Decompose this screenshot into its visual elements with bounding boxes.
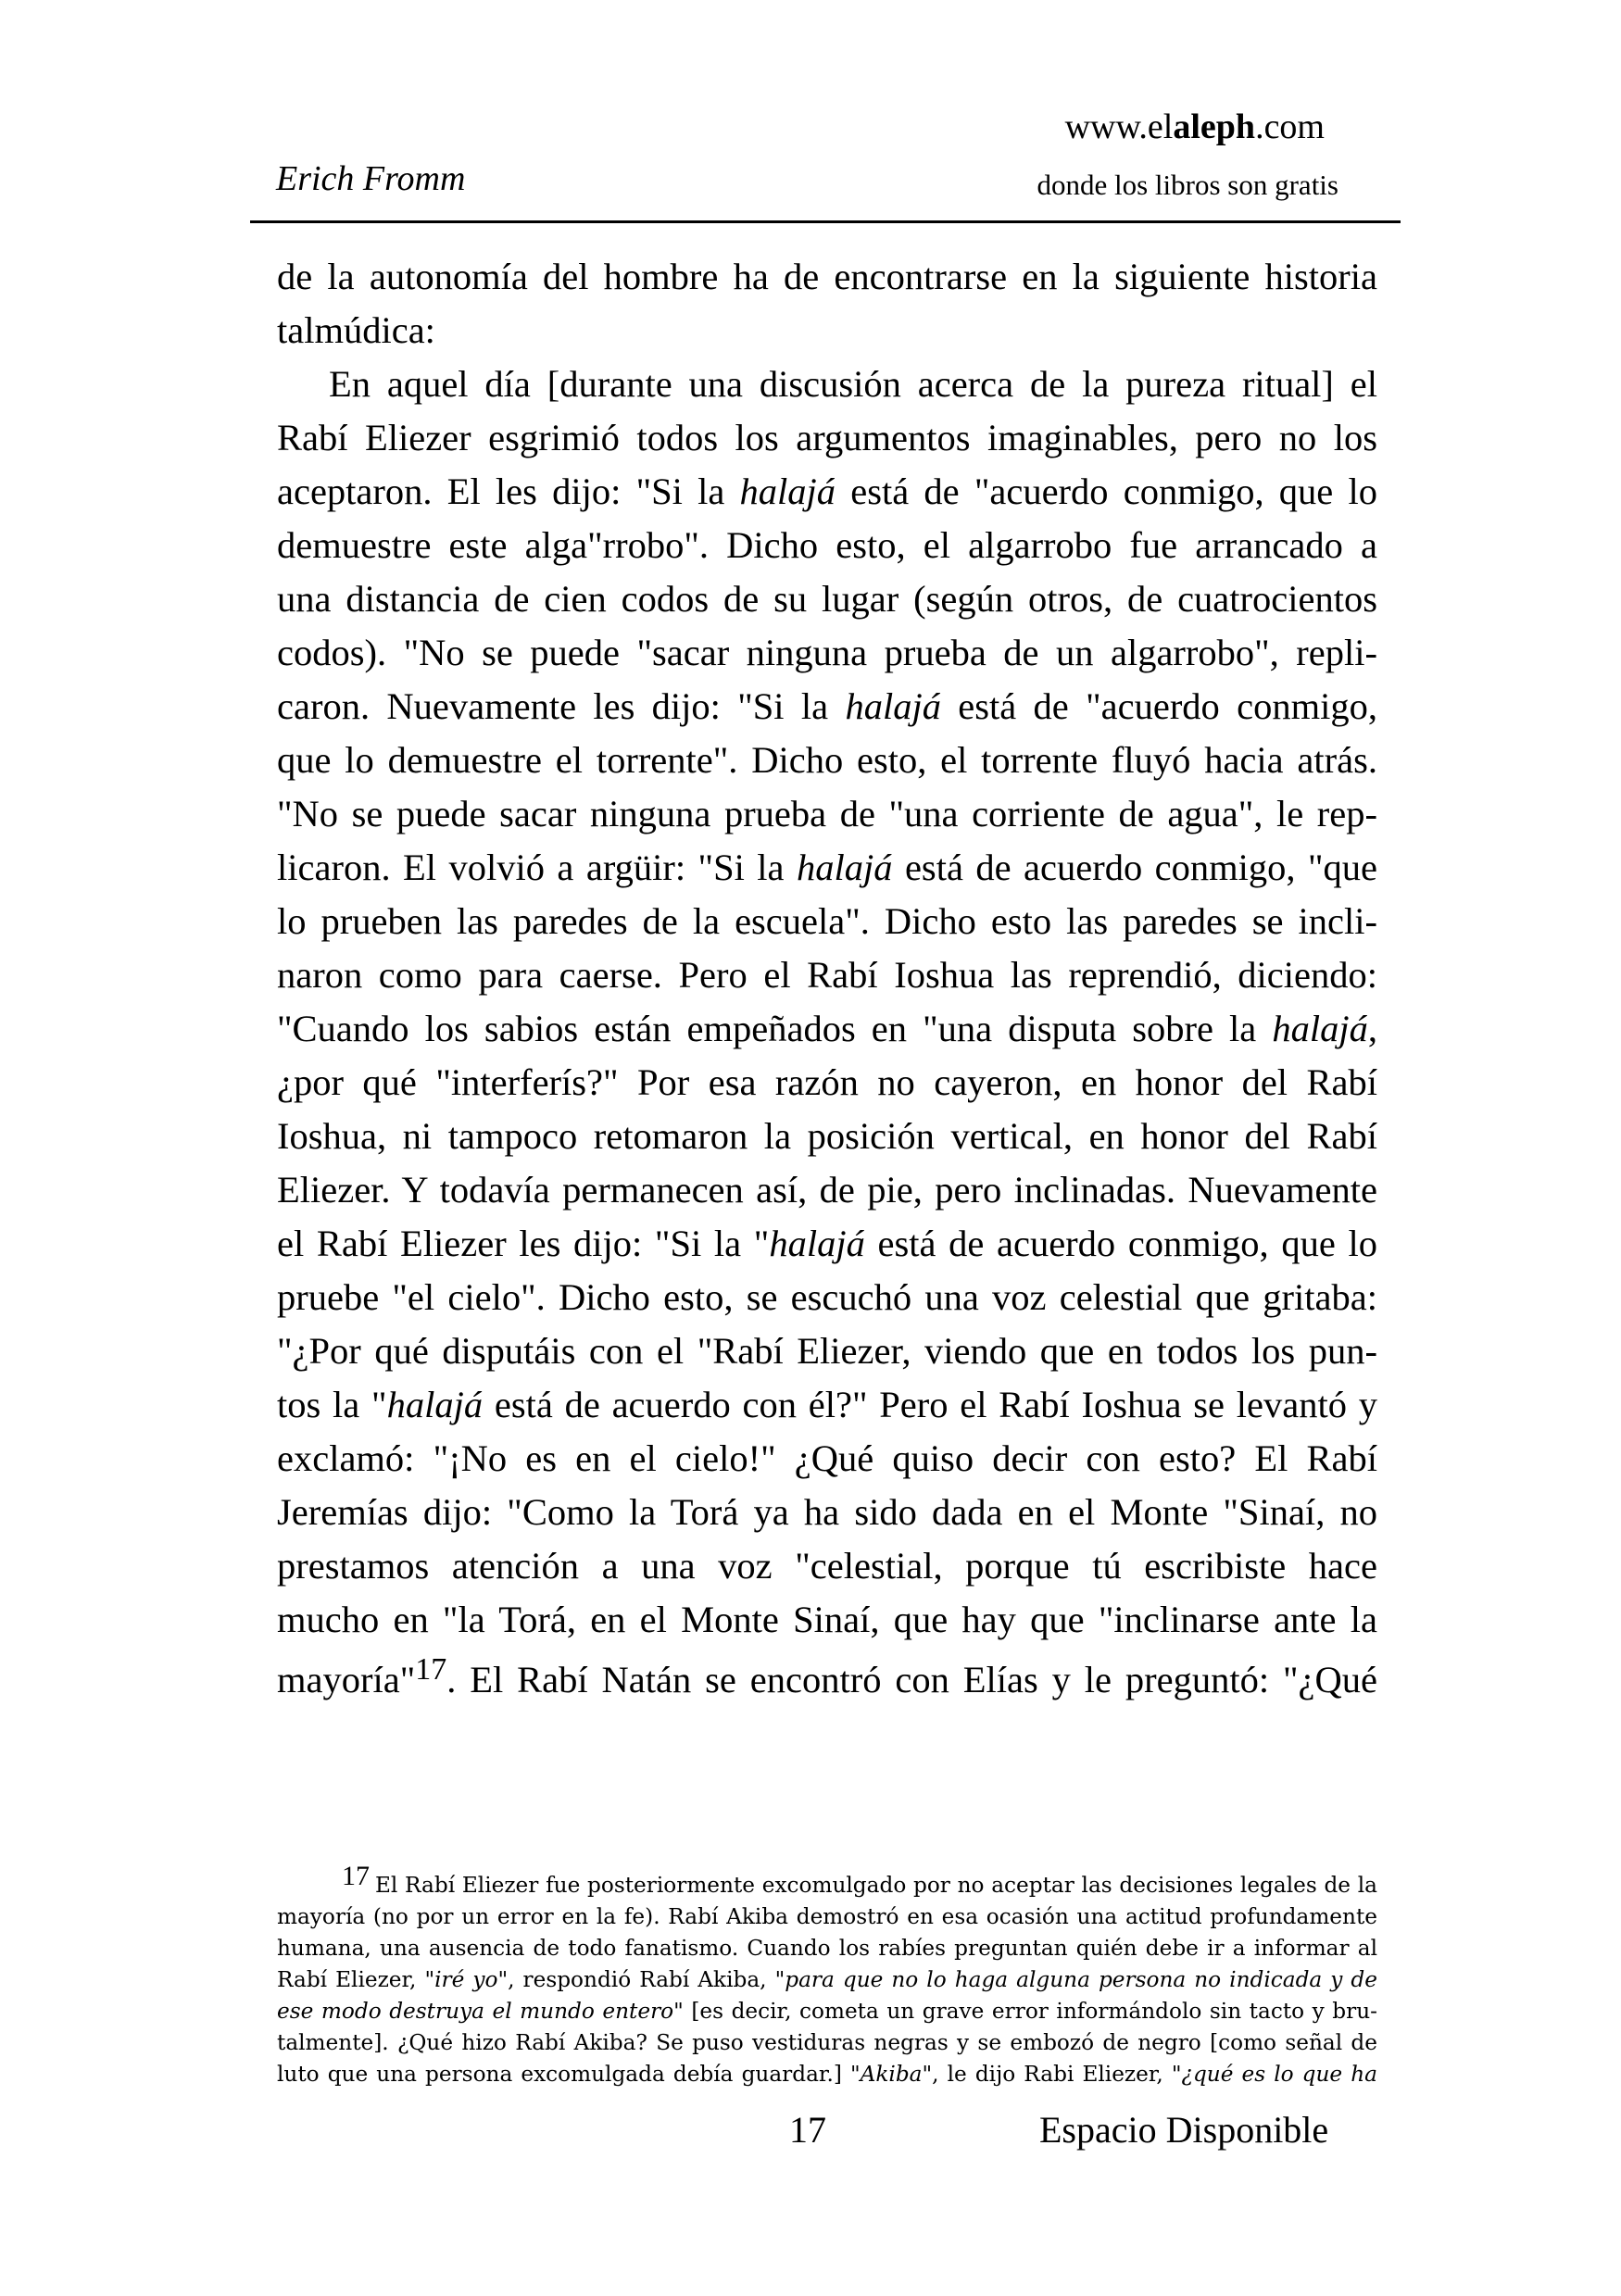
footnote-line: ese modo destruya el mundo entero" [es decir, cometa un grave error informándolo sin tacto y bru- bbox=[277, 1999, 1377, 2024]
text-line: Rabí Eliezer esgrimió todos los argumentos imaginables, pero no los bbox=[277, 417, 1377, 458]
author-name: Erich Fromm bbox=[276, 159, 466, 198]
site-tagline: donde los libros son gratis bbox=[1037, 169, 1338, 201]
text-line: En aquel día [durante una discusión acerca de la pureza ritual] el bbox=[329, 363, 1377, 405]
text-line: licaron. El volvió a argüir: "Si la halajá está de acuerdo conmigo, "que bbox=[277, 847, 1377, 888]
text-line: que lo demuestre el torrente". Dicho esto, el torrente fluyó hacia atrás. bbox=[277, 739, 1377, 781]
text-line: exclamó: "¡No es en el cielo!" ¿Qué quiso decir con esto? El Rabí bbox=[277, 1437, 1377, 1479]
text-line: "¿Por qué disputáis con el "Rabí Eliezer, viendo que en todos los pun- bbox=[277, 1330, 1377, 1372]
text-line: Jeremías dijo: "Como la Torá ya ha sido dada en el Monte "Sinaí, no bbox=[277, 1491, 1377, 1533]
text-line: pruebe "el cielo". Dicho esto, se escuchó una voz celestial que gritaba: bbox=[277, 1276, 1377, 1318]
text-line: el Rabí Eliezer les dijo: "Si la "halajá está de acuerdo conmigo, que lo bbox=[277, 1223, 1377, 1264]
text-line: talmúdica: bbox=[277, 309, 435, 351]
footer-label: Espacio Disponible bbox=[1039, 2109, 1329, 2151]
text-line: mayoría"$^{17}$. El Rabí Natán se encontró con Elías y le preguntó: "¿Qué bbox=[277, 1652, 1377, 1700]
text-line: mucho en "la Torá, en el Monte Sinaí, que hay que "inclinarse ante la bbox=[277, 1599, 1377, 1640]
text-line: codos). "No se puede "sacar ninguna prueba de un algarrobo", repli- bbox=[277, 632, 1377, 673]
text-line: lo prueben las paredes de la escuela". Dicho esto las paredes se incli- bbox=[277, 900, 1377, 942]
url-suffix: .com bbox=[1255, 107, 1325, 146]
site-url[interactable] bbox=[1065, 109, 1325, 144]
text-line: "Cuando los sabios están empeñados en "una disputa sobre la halajá, bbox=[277, 1008, 1377, 1049]
text-line: una distancia de cien codos de su lugar (según otros, de cuatrocientos bbox=[277, 578, 1377, 620]
page-number: 17 bbox=[789, 2109, 826, 2151]
header-rule bbox=[250, 220, 1401, 223]
text-line: Eliezer. Y todavía permanecen así, de pie, pero inclinadas. Nuevamente bbox=[277, 1169, 1377, 1211]
footnote-line: humana, una ausencia de todo fanatismo. Cuando los rabíes preguntan quién debe ir a informar al bbox=[277, 1936, 1377, 1961]
text-line: de la autonomía del hombre ha de encontrarse en la siguiente historia bbox=[277, 256, 1377, 297]
footnote-number: 17 bbox=[342, 1861, 370, 1891]
footnote-line: mayoría (no por un error en la fe). Rabí Akiba demostró en esa ocasión una actitud profundamente bbox=[277, 1904, 1377, 1929]
footnote-line: Rabí Eliezer, "iré yo", respondió Rabí Akiba, "para que no lo haga alguna persona no indicada y de bbox=[277, 1967, 1377, 1992]
text-line: "No se puede sacar ninguna prueba de "una corriente de agua", le rep- bbox=[277, 793, 1377, 834]
footnote bbox=[277, 1861, 1377, 2090]
url-prefix: www.el bbox=[1064, 107, 1174, 146]
footnote-reference[interactable]: 17 bbox=[415, 1652, 447, 1687]
text-line: prestamos atención a una voz "celestial, porque tú escribiste hace bbox=[277, 1545, 1377, 1587]
text-line: naron como para caerse. Pero el Rabí Ioshua las reprendió, diciendo: bbox=[277, 954, 1377, 996]
footnote-line: luto que una persona excomulgada debía guardar.] "Akiba", le dijo Rabi Eliezer, "¿qué es lo que ha bbox=[277, 2062, 1377, 2087]
text-line: Ioshua, ni tampoco retomaron la posición vertical, en honor del Rabí bbox=[277, 1115, 1377, 1157]
text-line: caron. Nuevamente les dijo: "Si la halajá está de "acuerdo conmigo, bbox=[277, 685, 1377, 727]
url-bold: aleph bbox=[1173, 107, 1256, 146]
footnote-line: talmente]. ¿Qué hizo Rabí Akiba? Se puso vestiduras negras y se embozó de negro [como señal de bbox=[277, 2030, 1377, 2055]
text-line: ¿por qué "interferís?" Por esa razón no cayeron, en honor del Rabí bbox=[277, 1061, 1377, 1103]
footnote-line: 17 El Rabí Eliezer fue posteriormente excomulgado por no aceptar las decisiones legales de la bbox=[342, 1861, 1377, 1898]
body-text bbox=[277, 250, 1377, 1713]
text-line: aceptaron. El les dijo: "Si la halajá está de "acuerdo conmigo, que lo bbox=[277, 470, 1377, 512]
text-line: tos la "halajá está de acuerdo con él?" Pero el Rabí Ioshua se levantó y bbox=[277, 1384, 1377, 1425]
text-line: demuestre este alga"rrobo". Dicho esto, el algarrobo fue arrancado a bbox=[277, 524, 1377, 566]
